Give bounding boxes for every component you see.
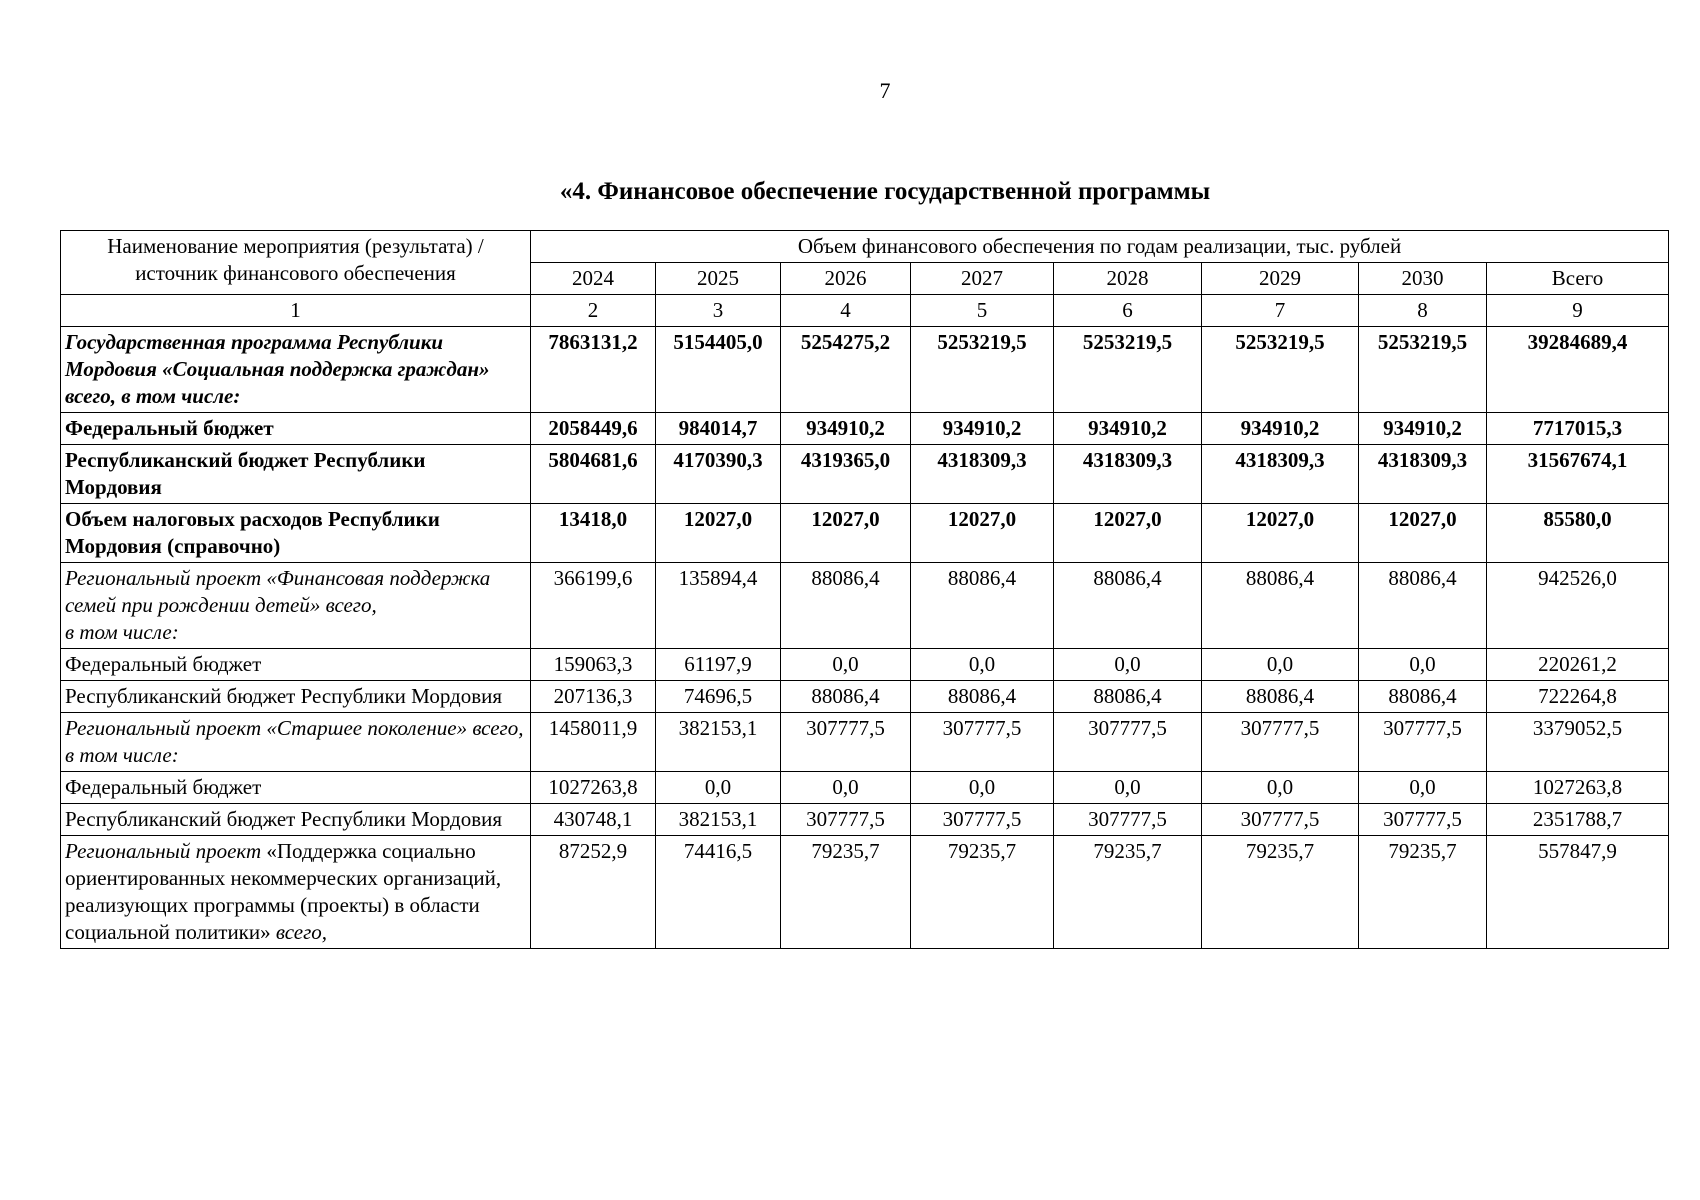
value-2024: 1027263,8: [531, 772, 656, 804]
value-2026: 0,0: [781, 772, 911, 804]
row-name: Федеральный бюджет: [61, 413, 531, 445]
table-row-program-total: [61, 327, 1669, 413]
table-row-republic-budget: [61, 681, 1669, 713]
value-2029: 5253219,5: [1202, 327, 1359, 413]
value-2028: 934910,2: [1054, 413, 1202, 445]
header-row-1: [61, 231, 1669, 263]
table-row-project-families: [61, 563, 1669, 649]
section-title: «4. Финансовое обеспечение государственной программы: [559, 178, 1211, 205]
row-name: [61, 836, 531, 949]
value-2029: 307777,5: [1202, 713, 1359, 772]
value-2027: 934910,2: [911, 413, 1054, 445]
column-number: 9: [1487, 295, 1669, 327]
value-2028: 5253219,5: [1054, 327, 1202, 413]
table-row-republic-budget: [61, 445, 1669, 504]
year-2030: 2030: [1359, 263, 1487, 295]
value-2029: 934910,2: [1202, 413, 1359, 445]
value-2024: 13418,0: [531, 504, 656, 563]
column-numbers-row: [61, 295, 1669, 327]
row-name: Объем налоговых расходов Республики Мордовия (справочно): [61, 504, 531, 563]
value-2030: 307777,5: [1359, 713, 1487, 772]
value-2025: 382153,1: [656, 713, 781, 772]
value-2027: 88086,4: [911, 563, 1054, 649]
value-total: 3379052,5: [1487, 713, 1669, 772]
table-row-federal-budget: [61, 772, 1669, 804]
value-total: 7717015,3: [1487, 413, 1669, 445]
value-2027: 12027,0: [911, 504, 1054, 563]
value-2026: 4319365,0: [781, 445, 911, 504]
value-total: 557847,9: [1487, 836, 1669, 949]
value-2026: 0,0: [781, 649, 911, 681]
value-2024: 5804681,6: [531, 445, 656, 504]
value-2024: 2058449,6: [531, 413, 656, 445]
row-name: Республиканский бюджет Республики Мордовия: [61, 804, 531, 836]
column-number: 8: [1359, 295, 1487, 327]
value-2030: 12027,0: [1359, 504, 1487, 563]
value-total: 39284689,4: [1487, 327, 1669, 413]
year-2029: 2029: [1202, 263, 1359, 295]
header-volume: Объем финансового обеспечения по годам реализации, тыс. рублей: [531, 231, 1669, 263]
year-2026: 2026: [781, 263, 911, 295]
year-2027: 2027: [911, 263, 1054, 295]
value-2025: 984014,7: [656, 413, 781, 445]
row-name: Федеральный бюджет: [61, 649, 531, 681]
row-name-line: в том числе:: [65, 620, 179, 644]
row-name-line: Региональный проект «Финансовая поддержка семей при рождении детей» всего,: [65, 566, 491, 617]
value-2025: 4170390,3: [656, 445, 781, 504]
table-row-tax-expenses: [61, 504, 1669, 563]
table-row-republic-budget: [61, 804, 1669, 836]
value-2025: 74416,5: [656, 836, 781, 949]
value-2024: 430748,1: [531, 804, 656, 836]
value-total: 85580,0: [1487, 504, 1669, 563]
value-2030: 88086,4: [1359, 681, 1487, 713]
value-2024: 159063,3: [531, 649, 656, 681]
value-2029: 307777,5: [1202, 804, 1359, 836]
value-2029: 0,0: [1202, 772, 1359, 804]
row-name-part: Региональный проект: [65, 839, 262, 863]
value-2029: 12027,0: [1202, 504, 1359, 563]
year-2025: 2025: [656, 263, 781, 295]
value-2029: 79235,7: [1202, 836, 1359, 949]
value-2025: 135894,4: [656, 563, 781, 649]
year-2024: 2024: [531, 263, 656, 295]
value-total: 722264,8: [1487, 681, 1669, 713]
value-total: 942526,0: [1487, 563, 1669, 649]
value-2025: 5154405,0: [656, 327, 781, 413]
value-2029: 88086,4: [1202, 563, 1359, 649]
value-2029: 88086,4: [1202, 681, 1359, 713]
value-2030: 0,0: [1359, 772, 1487, 804]
year-total: Всего: [1487, 263, 1669, 295]
value-2028: 12027,0: [1054, 504, 1202, 563]
value-2028: 0,0: [1054, 649, 1202, 681]
table-row-project-nco-support: [61, 836, 1669, 949]
value-2024: 1458011,9: [531, 713, 656, 772]
value-2024: 87252,9: [531, 836, 656, 949]
value-2026: 5254275,2: [781, 327, 911, 413]
table-row-federal-budget: [61, 413, 1669, 445]
value-2026: 934910,2: [781, 413, 911, 445]
value-2028: 4318309,3: [1054, 445, 1202, 504]
year-2028: 2028: [1054, 263, 1202, 295]
financing-table: [60, 230, 1669, 949]
value-2026: 79235,7: [781, 836, 911, 949]
value-2029: 0,0: [1202, 649, 1359, 681]
column-number: 1: [61, 295, 531, 327]
value-2029: 4318309,3: [1202, 445, 1359, 504]
value-2027: 307777,5: [911, 804, 1054, 836]
value-2028: 0,0: [1054, 772, 1202, 804]
value-2028: 88086,4: [1054, 681, 1202, 713]
value-2027: 307777,5: [911, 713, 1054, 772]
value-2030: 5253219,5: [1359, 327, 1487, 413]
value-2030: 79235,7: [1359, 836, 1487, 949]
value-2027: 0,0: [911, 649, 1054, 681]
value-2030: 4318309,3: [1359, 445, 1487, 504]
table-row-federal-budget: [61, 649, 1669, 681]
value-2024: 7863131,2: [531, 327, 656, 413]
value-2030: 307777,5: [1359, 804, 1487, 836]
value-2025: 0,0: [656, 772, 781, 804]
value-2028: 307777,5: [1054, 804, 1202, 836]
column-number: 6: [1054, 295, 1202, 327]
value-2026: 307777,5: [781, 804, 911, 836]
value-total: 220261,2: [1487, 649, 1669, 681]
value-total: 1027263,8: [1487, 772, 1669, 804]
value-2027: 88086,4: [911, 681, 1054, 713]
value-2030: 934910,2: [1359, 413, 1487, 445]
value-2025: 74696,5: [656, 681, 781, 713]
value-2026: 88086,4: [781, 563, 911, 649]
row-name: Федеральный бюджет: [61, 772, 531, 804]
value-2026: 12027,0: [781, 504, 911, 563]
value-2024: 366199,6: [531, 563, 656, 649]
value-2025: 382153,1: [656, 804, 781, 836]
value-total: 31567674,1: [1487, 445, 1669, 504]
row-name-line: Региональный проект «Старшее поколение» всего,: [65, 716, 524, 740]
column-number: 3: [656, 295, 781, 327]
value-2027: 4318309,3: [911, 445, 1054, 504]
value-2027: 0,0: [911, 772, 1054, 804]
page-number: 7: [879, 78, 891, 103]
value-2027: 79235,7: [911, 836, 1054, 949]
column-number: 5: [911, 295, 1054, 327]
header-name: Наименование мероприятия (результата) / источник финансового обеспечения: [61, 231, 531, 295]
column-number: 4: [781, 295, 911, 327]
column-number: 7: [1202, 295, 1359, 327]
value-2028: 307777,5: [1054, 713, 1202, 772]
value-2025: 12027,0: [656, 504, 781, 563]
value-2028: 79235,7: [1054, 836, 1202, 949]
value-2025: 61197,9: [656, 649, 781, 681]
table-row-project-older-generation: [61, 713, 1669, 772]
value-2024: 207136,3: [531, 681, 656, 713]
row-name: [61, 563, 531, 649]
row-name-part: всего,: [270, 920, 328, 944]
column-number: 2: [531, 295, 656, 327]
row-name-line: в том числе:: [65, 743, 179, 767]
value-2030: 88086,4: [1359, 563, 1487, 649]
row-name-part: «Поддержка социально ориентированных некоммерческих организаций, реализующих программы (проекты) в области социальной политики»: [65, 839, 502, 944]
value-2026: 307777,5: [781, 713, 911, 772]
row-name: [61, 713, 531, 772]
value-2030: 0,0: [1359, 649, 1487, 681]
row-name: Республиканский бюджет Республики Мордовия: [61, 445, 531, 504]
value-total: 2351788,7: [1487, 804, 1669, 836]
value-2028: 88086,4: [1054, 563, 1202, 649]
value-2027: 5253219,5: [911, 327, 1054, 413]
row-name: Государственная программа Республики Мордовия «Социальная поддержка граждан» всего, в том числе:: [61, 327, 531, 413]
row-name: Республиканский бюджет Республики Мордовия: [61, 681, 531, 713]
value-2026: 88086,4: [781, 681, 911, 713]
